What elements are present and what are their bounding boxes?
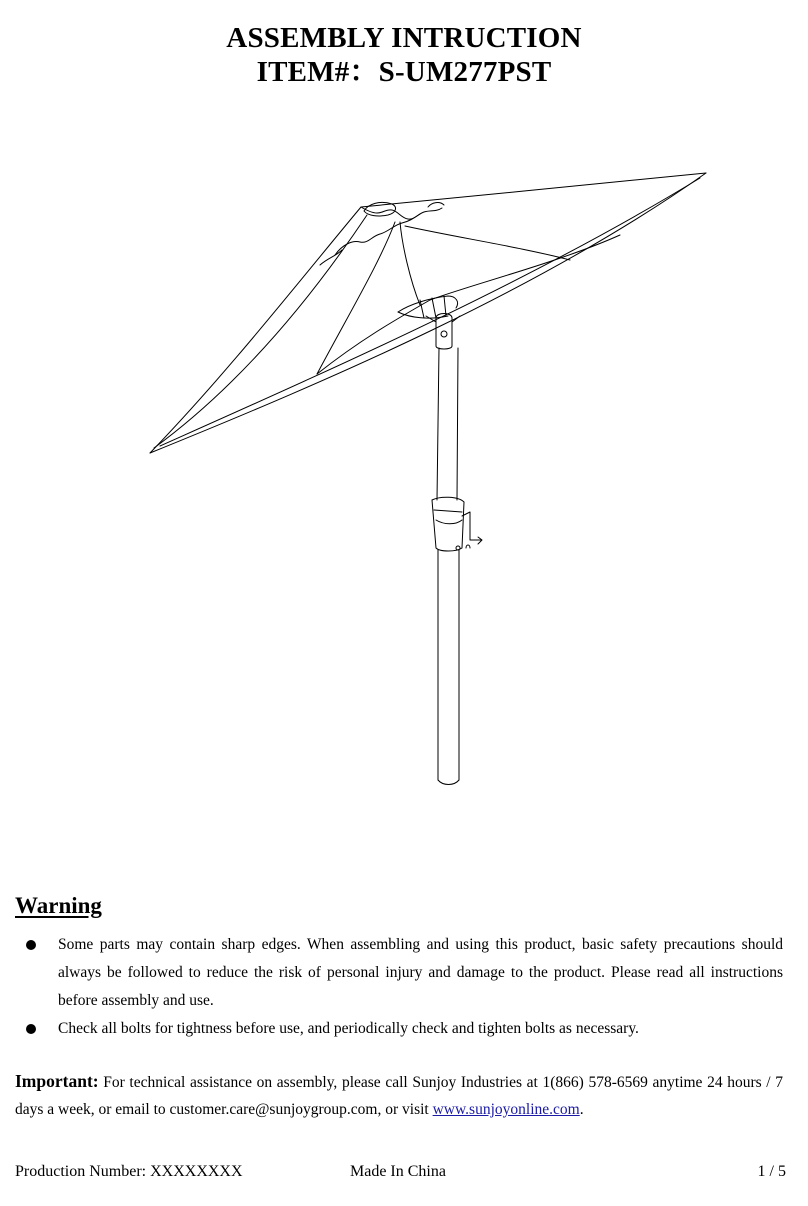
valance-lower xyxy=(335,214,420,255)
canopy-bottom-edge xyxy=(150,173,706,453)
warning-heading: Warning xyxy=(15,893,102,918)
upper-pole xyxy=(437,348,458,500)
rib-seam-3 xyxy=(400,222,420,305)
lower-pole xyxy=(438,550,459,780)
bullet-icon xyxy=(26,940,36,950)
document-title: ASSEMBLY INTRUCTION xyxy=(226,22,582,54)
important-label: Important: xyxy=(15,1071,99,1091)
warning-item-text: Some parts may contain sharp edges. When assembling and using this product, basic safety precautions should always be followed to reduce the risk of personal injury and damage to the product. Please read all instructions before assembly and use. xyxy=(58,936,783,1009)
canopy-left-inner-edge xyxy=(154,215,367,448)
canopy-left-edge xyxy=(150,207,361,453)
warning-item-text: Check all bolts for tightness before use, and periodically check and tighten bolts as necessary. xyxy=(58,1020,639,1037)
warning-item xyxy=(15,931,783,1015)
website-link[interactable]: www.sunjoyonline.com xyxy=(432,1101,580,1118)
rib-seam-2 xyxy=(405,226,570,260)
canopy-bottom-inner-edge xyxy=(160,178,700,446)
important-text-end: . xyxy=(579,1101,584,1118)
bullet-icon xyxy=(26,1024,36,1034)
important-notice xyxy=(15,1068,783,1123)
canopy-top-edge xyxy=(361,173,706,207)
origin-label: Made In China xyxy=(350,1163,446,1180)
warning-item xyxy=(15,1015,783,1043)
page-number: 1 / 5 xyxy=(757,1163,786,1180)
item-number: ITEM#：S-UM277PST xyxy=(256,56,552,88)
hub-top xyxy=(398,296,458,312)
production-number: Production Number: XXXXXXXX xyxy=(15,1163,243,1180)
warning-list xyxy=(15,931,783,1043)
important-text: For technical assistance on assembly, please call Sunjoy Industries at 1(866) 578-6569 anytime 24 hours / 7 days a week, or email to customer.care@sunjoygroup.com, or visit xyxy=(15,1074,783,1118)
valance-scallop xyxy=(361,207,442,219)
crank-handle xyxy=(462,512,482,548)
rib-seam-1 xyxy=(317,222,395,374)
